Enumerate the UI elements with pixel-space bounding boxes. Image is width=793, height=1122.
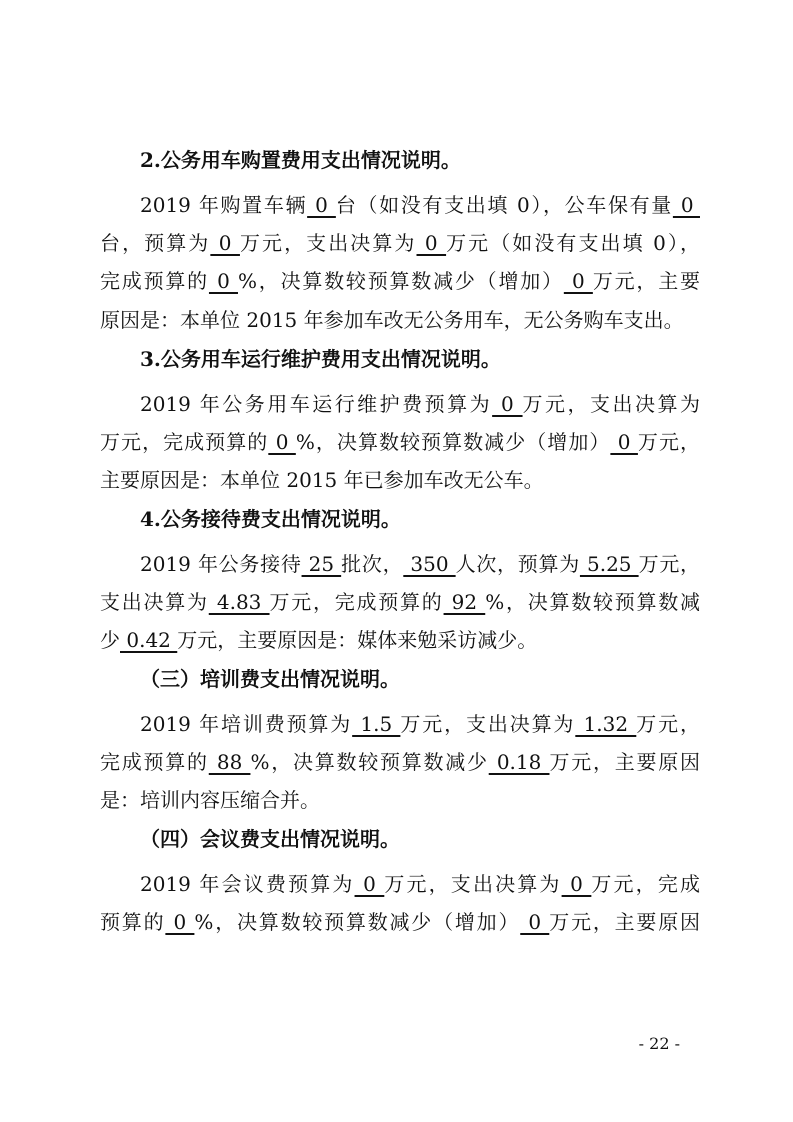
paragraph-line [100, 430, 700, 454]
text-segment: %，决算数较预算数减少 [250, 750, 489, 774]
text-segment: 万元，主要原因 [549, 750, 700, 774]
filled-value: 0 [165, 910, 195, 934]
text-segment: 万元，主要原因是：媒体来勉采访减少。 [177, 628, 538, 652]
text-segment: 批次， [341, 552, 404, 576]
paragraph-line [100, 590, 700, 614]
section-heading-meeting: （四）会议费支出情况说明。 [140, 827, 400, 851]
paragraph-line [140, 712, 700, 736]
page-number: - 22 - [638, 1034, 680, 1053]
filled-value: 0 [307, 193, 336, 217]
filled-value: 0 [208, 269, 238, 293]
filled-value: 0.42 [120, 628, 178, 652]
text-segment: 万元， [636, 712, 701, 736]
text-segment: 万元，主要原因 [549, 910, 701, 934]
section-heading-training: （三）培训费支出情况说明。 [140, 667, 400, 691]
filled-value: 0 [268, 430, 296, 454]
text-segment: 万元，完成预算的 [100, 430, 269, 454]
text-segment: 是：培训内容压缩合并。 [100, 788, 320, 812]
paragraph-line [100, 788, 700, 812]
text-segment: %，决算数较预算数减少（增加） [194, 910, 521, 934]
text-segment: 万元，主要 [592, 269, 701, 293]
text-segment: %，决算数较预算数减少（增加） [237, 269, 564, 293]
filled-value: 92 [443, 590, 486, 614]
text-segment: 2019 年购置车辆 [140, 193, 308, 217]
paragraph-line [140, 392, 700, 416]
filled-value: 0 [561, 872, 592, 896]
paragraph-line [100, 910, 700, 934]
paragraph-line [100, 468, 700, 492]
paragraph-line [100, 269, 700, 293]
text-segment: 万元，支出决算为 [239, 231, 417, 255]
text-segment: 人次，预算为 [455, 552, 580, 576]
text-segment: 原因是：本单位 2015 年参加车改无公务用车，无公务购车支出。 [100, 308, 684, 332]
filled-value: 88 [208, 750, 251, 774]
text-segment: 万元，完成 [591, 872, 700, 896]
filled-value: 1.32 [575, 712, 637, 736]
text-segment: %，决算数较预算数减少（增加） [295, 430, 611, 454]
text-segment: 主要原因是：本单位 2015 年已参加车改无公车。 [100, 468, 544, 492]
text-segment: 支出决算为 [100, 590, 209, 614]
filled-value: 0 [416, 231, 447, 255]
filled-value: 0 [210, 231, 240, 255]
text-segment: 2019 年培训费预算为 [140, 712, 353, 736]
text-segment: 万元， [638, 552, 701, 576]
text-segment: 预算的 [100, 910, 166, 934]
filled-value: 1.5 [352, 712, 401, 736]
text-segment: 万元，支出决算为 [400, 712, 576, 736]
text-segment: 万元，完成预算的 [269, 590, 444, 614]
text-segment: 台（如没有支出填 0），公车保有量 [335, 193, 673, 217]
text-segment: 少 [100, 628, 120, 652]
filled-value: 0.18 [488, 750, 550, 774]
section-heading-vehicle-maintenance: 3.公务用车运行维护费用支出情况说明。 [140, 347, 501, 371]
text-segment: 2019 年公务用车运行维护费预算为 [140, 392, 493, 416]
text-segment: %，决算数较预算数减 [485, 590, 701, 614]
paragraph-line [140, 872, 700, 896]
filled-value: 0 [520, 910, 550, 934]
text-segment: 完成预算的 [100, 269, 209, 293]
filled-value: 0 [672, 193, 700, 217]
text-segment: 完成预算的 [100, 750, 209, 774]
paragraph-line [140, 193, 700, 217]
text-segment: 2019 年会议费预算为 [140, 872, 355, 896]
paragraph-line [140, 552, 700, 576]
text-segment: 2019 年公务接待 [140, 552, 302, 576]
filled-value: 0 [610, 430, 638, 454]
filled-value: 0 [354, 872, 385, 896]
section-heading-vehicle-purchase: 2.公务用车购置费用支出情况说明。 [140, 148, 461, 172]
filled-value: 25 [301, 552, 342, 576]
filled-value: 0 [492, 392, 523, 416]
text-segment: 台，预算为 [100, 231, 211, 255]
text-segment: 万元，支出决算为 [384, 872, 562, 896]
paragraph-line [100, 628, 700, 652]
text-segment: 万元，支出决算为 [522, 392, 700, 416]
filled-value: 5.25 [579, 552, 639, 576]
paragraph-line [100, 231, 700, 255]
filled-value: 0 [563, 269, 593, 293]
filled-value: 4.83 [208, 590, 270, 614]
paragraph-line [100, 308, 700, 332]
text-segment: 万元， [637, 430, 700, 454]
filled-value: 350 [403, 552, 456, 576]
text-segment: 万元（如没有支出填 0）， [446, 231, 700, 255]
paragraph-line [100, 750, 700, 774]
section-heading-reception: 4.公务接待费支出情况说明。 [140, 507, 401, 531]
